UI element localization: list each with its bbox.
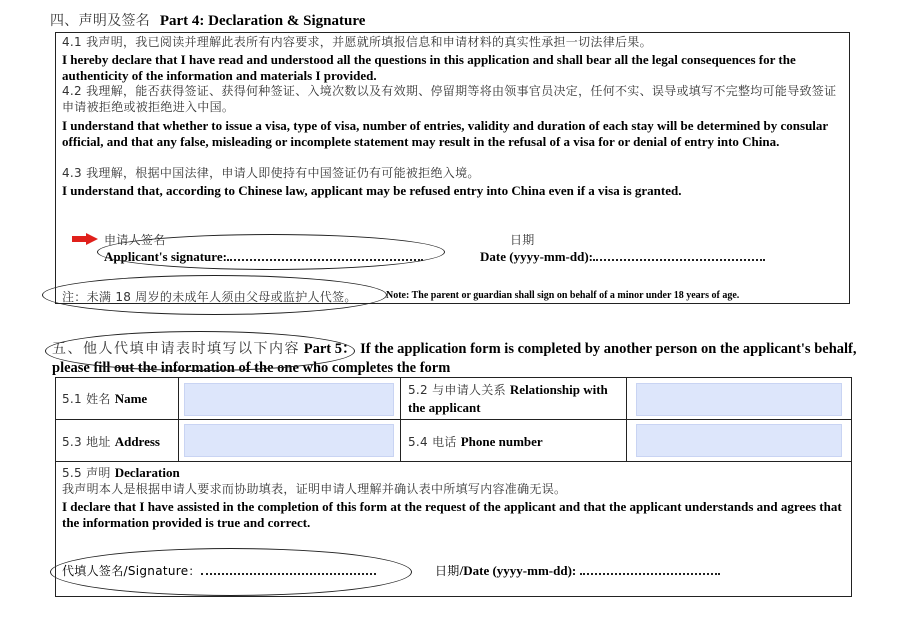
helper-phone-input[interactable] [636,424,842,457]
date-text: Date (yyyy-mm-dd): [480,249,594,264]
phone-label-cn: 5.4 电话 [408,435,457,449]
minor-note-en: Note: The parent or guardian shall sign on behalf of a minor under 18 years of age. [386,290,740,301]
declaration-4-1-cn: 4.1 我声明，我已阅读并理解此表所有内容要求，并愿就所填报信息和申请材料的真实性承担一切法律后果。 [62,35,652,49]
applicant-signature-label-cn: 申请人签名 [104,233,166,247]
relationship-label-cn: 5.2 与申请人关系 [408,383,506,397]
declaration-head-cn: 5.5 声明 [62,466,111,480]
phone-label-en: Phone number [460,434,543,449]
part4-title-en: Part 4: Declaration & Signature [159,13,366,29]
declaration-4-2-cn: 4.2 我理解，能否获得签证、获得何种签证、入境次数以及有效期、停留期等将由领事官员决定，任何不实、误导或填写不完整均可能导致签证申请被拒绝或被拒绝进入中国。 [62,84,837,114]
applicant-date-line[interactable] [593,249,765,261]
helper-address-input[interactable] [184,424,394,457]
signature-oval-mark [97,234,445,270]
date-label-en [480,249,765,265]
declaration-head-en: Declaration [114,465,180,480]
relationship-label [408,381,623,416]
helper-date-line[interactable] [580,563,720,575]
declaration-4-1-en: I hereby declare that I have read and understood all the questions in this application and shall bear all the legal consequences for the authenticity of the information and materials I provided. [62,52,796,83]
declaration-5-5-cn: 我声明本人是根据申请人要求而协助填表，证明申请人理解并确认表中所填写内容准确无误。 [62,482,567,496]
relationship-input[interactable] [636,383,842,416]
phone-label [408,433,543,451]
helper-date [435,562,720,580]
part5-title-cn: 五、他人代填申请表时填写以下内容 [52,341,300,357]
part4-title [50,10,365,30]
red-arrow-icon [72,233,98,245]
helper-signature-oval-mark [50,548,412,596]
note-oval-mark [42,275,387,315]
name-label [62,390,147,408]
part5-oval-mark [45,331,355,371]
declaration-4-3-cn: 4.3 我理解，根据中国法律，申请人即使持有中国签证仍有可能被拒绝入境。 [62,166,480,180]
declaration-5-5-en: I declare that I have assisted in the completion of this form at the request of the applicant and that the applicant understands and agrees that the information provided is true and correct. [62,499,842,530]
declaration-4-2-en: I understand that whether to issue a visa, type of visa, number of entries, validity and duration of each stay will be determined by consular official, and that any false, misleading or incomplete statement may result in the refusal of a visa for or denial of entry into China. [62,118,828,149]
declaration-4-3-en: I understand that, according to Chinese law, applicant may be refused entry into China even if a visa is granted. [62,183,682,198]
minor-note-cn: 注：未满 18 周岁的未成年人须由父母或监护人代签。 [62,290,357,304]
helper-date-label-cn: 日期 [435,564,460,578]
part4-title-cn: 四、声明及签名 [50,13,151,29]
date-label-cn: 日期 [510,233,535,247]
address-label [62,433,160,451]
part5-title-en: Part 5： If the application form is completed by another person on the applicant's behalf, please fill out the information of the one who completes the form [52,341,857,376]
helper-signature-label: 代填人签名/Signature： [62,564,201,578]
declaration-5-5-head [62,464,180,482]
name-label-en: Name [114,391,148,406]
name-label-cn: 5.1 姓名 [62,392,111,406]
address-label-cn: 5.3 地址 [62,435,111,449]
helper-date-label-en: /Date (yyyy-mm-dd): [459,563,577,578]
relationship-label-en: Relationship with the applicant [408,382,608,415]
address-label-en: Address [114,434,160,449]
helper-name-input[interactable] [184,383,394,416]
applicant-signature-text: Applicant's signature: [104,249,227,264]
